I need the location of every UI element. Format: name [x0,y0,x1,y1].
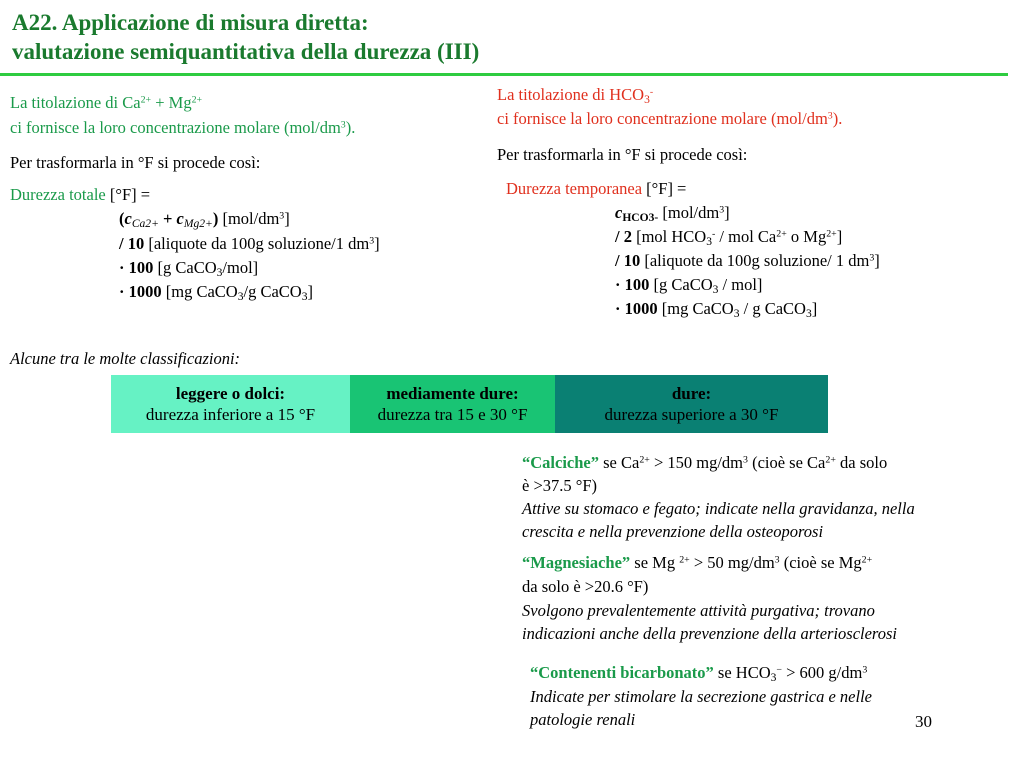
calciche-line1: “Calciche” se $Ca^{2+} > 150$ $mg/dm^3$ (cioè se $Ca^{2+}$ da solo [522,453,888,472]
bicarbonato-label: “Contenenti bicarbonato” [530,663,714,682]
left-formula-line4: · 1000 [mg CaCO$_3$/g CaCO$_3$] [119,282,314,303]
right-intro-line1: La titolazione di $HCO_3^-$ [497,85,654,106]
calciche-desc2: crescita e nella prevenzione della osteoporosi [522,522,824,541]
class-cell-medium-title: mediamente dure: [386,384,519,403]
right-intro-line2: ci fornisce la loro concentrazione molare $(mol/dm^3)$. [497,109,843,128]
class-cell-medium [350,375,555,433]
left-formula-line1: $(c_{Ca2+} + c_{Mg2+})$ $[mol/dm^3]$ [119,209,290,230]
hardness-classification-table [111,375,828,433]
left-intro-line2: ci fornisce la loro concentrazione molare $(mol/dm^3)$. [10,118,356,137]
class-cell-soft-text: durezza inferiore a 15 °F [145,405,316,424]
class-cell-medium-text: durezza tra 15 e 30 °F [377,405,528,424]
bicarbonato-desc2: patologie renali [530,710,636,729]
classification-heading: Alcune tra le molte classificazioni: [10,349,241,368]
calciche-desc1: Attive su stomaco e fegato; indicate nella gravidanza, nella [522,499,915,518]
left-transform-text: Per trasformarla in °F si procede così: [10,153,261,172]
right-formula-line2: / 2 [mol $HCO_3^-$ / mol $Ca^{2+}$ o $Mg^{2+}$] [615,227,843,248]
left-intro-line1: La titolazione di $Ca^{2+} + Mg^{2+}$ [10,93,203,112]
left-label-line: Durezza totale [°F] = [10,185,151,204]
left-formula-line3: · 100 [g CaCO$_3$/mol] [119,258,259,279]
durezza-temporanea-label: Durezza temporanea [506,179,643,198]
magnesiache-desc2: indicazioni anche della prevenzione della arteriosclerosi [522,624,897,643]
bicarbonato-line1: “Contenenti bicarbonato” se $HCO_3^- > 600$ $g/dm^3$ [530,663,868,684]
calciche-line2: è >37.5 °F) [522,476,598,495]
magnesiache-label: “Magnesiache” [522,553,631,572]
class-cell-hard-title: dure: [671,384,712,403]
durezza-totale-label: Durezza totale [10,185,106,204]
left-formula-line2: / 10 [aliquote da 100g soluzione/1 $dm^3$] [119,234,380,253]
slide-title [12,8,479,66]
slide-title-line1: A22. Applicazione di misura diretta: [12,10,369,35]
right-formula-line4: · 100 [g CaCO$_3$ / mol] [615,275,763,296]
right-formula-line3: / 10 [aliquote da 100g soluzione/ 1 $dm^3$] [615,251,880,270]
calciche-label: “Calciche” [522,453,599,472]
magnesiache-desc1: Svolgono prevalentemente attività purgativa; trovano [522,601,875,620]
right-label-line: Durezza temporanea [°F] = [506,179,687,198]
class-cell-soft-title: leggere o dolci: [175,384,286,403]
right-formula-line1: $c_{HCO3-}$ $[mol/dm^3]$ [615,203,730,224]
bicarbonato-desc1: Indicate per stimolare la secrezione gastrica e nelle [530,687,872,706]
class-cell-hard [555,375,828,433]
magnesiache-line2: da solo è >20.6 °F) [522,577,649,596]
title-divider [0,73,1008,76]
magnesiache-line1: “Magnesiache” se Mg $^{2+}$ > 50 $mg/dm^3$ (cioè se $Mg^{2+}$ [522,553,873,572]
right-transform-text: Per trasformarla in °F si procede così: [497,145,748,164]
slide-title-line2: valutazione semiquantitativa della durezza (III) [12,39,480,64]
class-cell-hard-text: durezza superiore a 30 °F [604,405,779,424]
right-formula-line5: · 1000 [mg CaCO$_3$ / g CaCO$_3$] [615,299,818,320]
class-cell-soft [111,375,350,433]
page-number: 30 [915,712,932,731]
